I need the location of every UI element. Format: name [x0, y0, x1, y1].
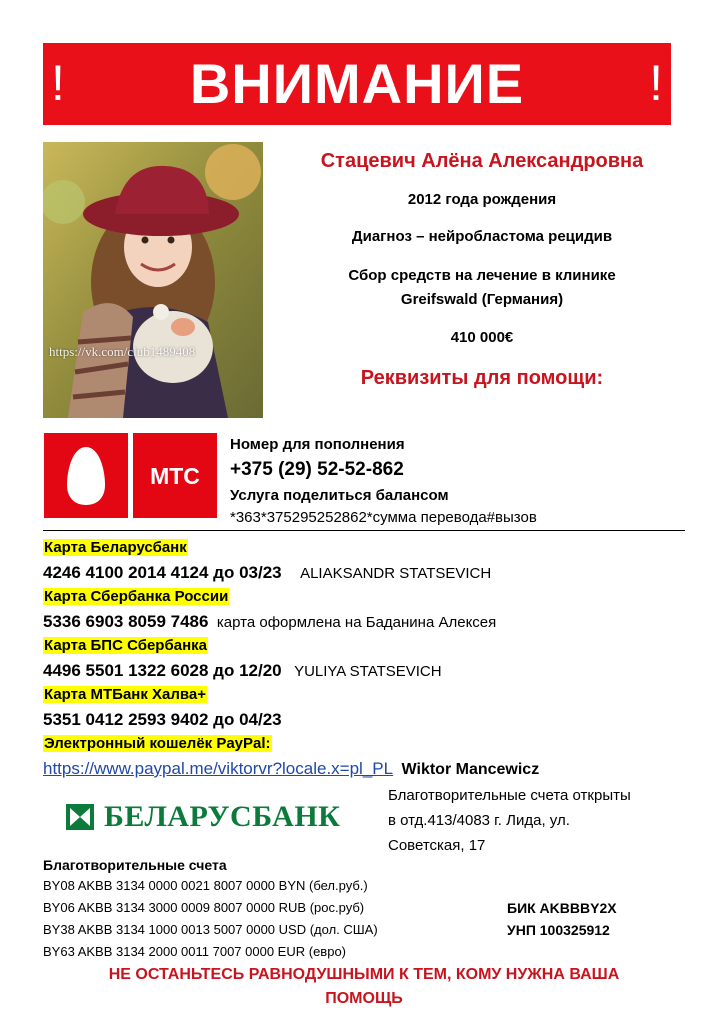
appeal-line-2: ПОМОЩЬ: [325, 990, 403, 1007]
note-line: Благотворительные счета открыты: [388, 787, 631, 804]
card-belarusbank: [43, 562, 491, 585]
paypal-owner: Wiktor Mancewicz: [401, 761, 540, 778]
card-holder: YULIYA STATSEVICH: [294, 663, 442, 680]
appeal-footer: [43, 963, 685, 1011]
egg-icon: [65, 445, 107, 507]
belarusbank-logo-text: БЕЛАРУСБАНК: [104, 800, 341, 833]
divider: [43, 530, 685, 531]
card-number: 4246 4100 2014 4124 до 03/23: [43, 563, 282, 582]
paypal-label-row: [43, 734, 272, 754]
paypal-row: [43, 758, 539, 780]
card-number: 5351 0412 2593 9402 до 04/23: [43, 710, 282, 729]
attention-banner: [43, 43, 671, 125]
requisites-heading: Реквизиты для помощи:: [360, 367, 604, 389]
card-mtbank: [43, 709, 282, 731]
fundraising-purpose: [278, 264, 686, 312]
fundraising-line-1: Сбор средств на лечение в клинике: [348, 267, 616, 284]
topup-label: Номер для пополнения: [230, 436, 405, 453]
topup-phone: +375 (29) 52-52-862: [230, 459, 404, 480]
paypal-link[interactable]: https://www.paypal.me/viktorvr?locale.x=pl_PL: [43, 759, 394, 778]
fundraising-amount: 410 000€: [450, 329, 514, 346]
account-rub: BY06 AKBB 3134 3000 0009 8007 0000 RUB (рос.руб): [43, 900, 365, 915]
note-line: в отд.413/4083 г. Лида, ул.: [388, 812, 570, 829]
fundraising-line-2: Greifswald (Германия): [400, 291, 564, 308]
account-eur: BY63 AKBB 3134 2000 0011 7007 0000 EUR (евро): [43, 944, 346, 959]
account-usd: BY38 AKBB 3134 1000 0013 5007 0000 USD (дол. США): [43, 922, 378, 937]
accounts-opened-note: [388, 783, 688, 858]
mts-brand-text: МТС: [150, 463, 200, 489]
photo-watermark: https://vk.com/club1489408: [49, 344, 196, 359]
card-bps-sberbank-label: [43, 636, 208, 656]
ussd-code: *363*375295252862*сумма перевода#вызов: [230, 509, 537, 526]
paypal-label: Электронный кошелёк PayPal:: [44, 735, 271, 752]
account-byn: BY08 AKBB 3134 0000 0021 8007 0000 BYN (бел.руб.): [43, 878, 368, 893]
birth-year: 2012 года рождения: [407, 191, 557, 208]
exclamation-mark-left: !: [51, 55, 65, 111]
card-label: Карта БПС Сбербанка: [44, 637, 207, 654]
card-number: 4496 5501 1322 6028 до 12/20: [43, 661, 282, 680]
share-balance-label: Услуга поделиться балансом: [230, 487, 449, 504]
bank-unp: УНП 100325912: [507, 922, 610, 938]
card-mtbank-label: [43, 685, 207, 705]
child-photo: [43, 142, 263, 418]
banner-title: ВНИМАНИЕ: [189, 52, 525, 115]
card-bps-sberbank: [43, 660, 442, 683]
diagnosis: Диагноз – нейробластома рецидив: [351, 228, 613, 245]
card-label: Карта МТБанк Халва+: [44, 686, 207, 703]
card-label: Карта Сбербанка России: [44, 588, 229, 605]
card-belarusbank-label: [43, 538, 188, 558]
mts-logo: [44, 433, 217, 518]
note-line: Советская, 17: [388, 837, 486, 854]
belarusbank-mark-icon: [66, 804, 94, 830]
card-label: Карта Беларусбанк: [44, 539, 187, 556]
exclamation-mark-right: !: [649, 55, 663, 111]
card-holder: ALIAKSANDR STATSEVICH: [300, 565, 492, 582]
person-name: Стацевич Алёна Александровна: [320, 150, 644, 172]
card-sberbank-russia: [43, 611, 496, 634]
card-holder: карта оформлена на Баданина Алексея: [216, 614, 497, 631]
card-sberbank-russia-label: [43, 587, 229, 607]
accounts-title: Благотворительные счета: [43, 857, 227, 873]
appeal-line-1: НЕ ОСТАНЬТЕСЬ РАВНОДУШНЫМИ К ТЕМ, КОМУ НУЖНА ВАША: [108, 966, 620, 983]
card-number: 5336 6903 8059 7486: [43, 612, 209, 631]
bank-bik: БИК AKBBBY2X: [507, 900, 617, 916]
